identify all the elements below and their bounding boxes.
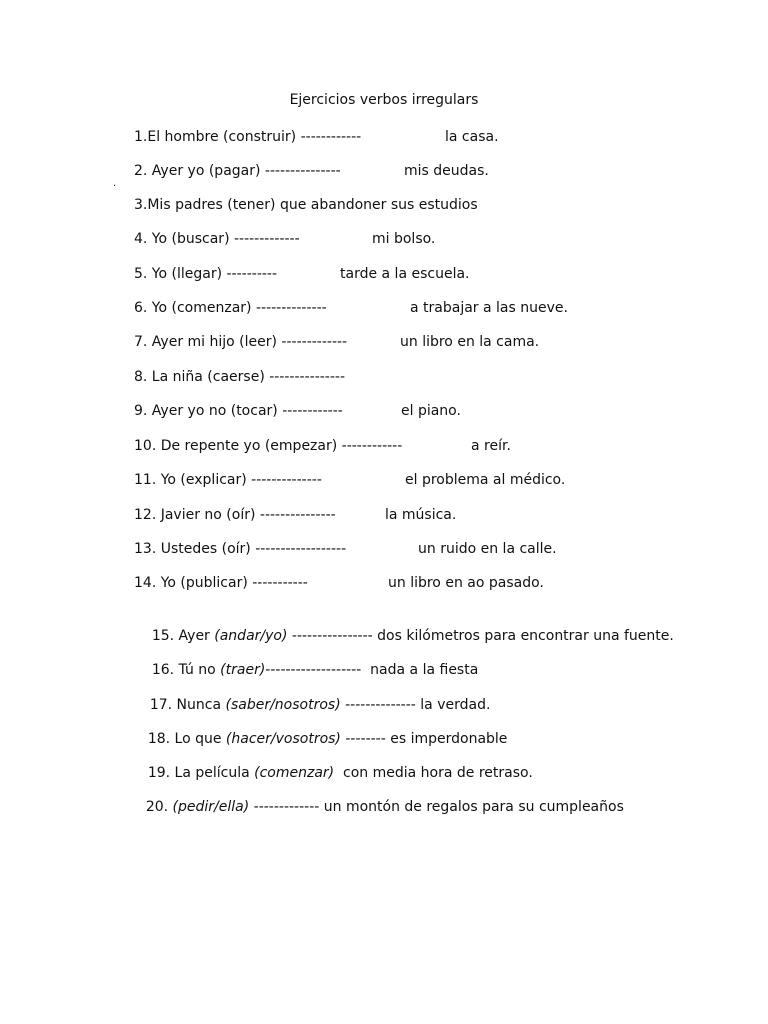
exercise-completion: tarde a la escuela.	[340, 266, 470, 282]
exercise-prompt: 6. Yo (comenzar) --------------	[134, 300, 327, 316]
exercise-completion: el problema al médico.	[405, 472, 566, 488]
exercise-completion: a reír.	[471, 438, 511, 454]
exercise-completion: -------- es imperdonable	[340, 731, 508, 747]
exercise-prompt: 15. Ayer	[151, 628, 215, 644]
exercise-prompt: 19. La película	[147, 765, 255, 781]
exercise-prompt: 9. Ayer yo no (tocar) ------------	[134, 403, 343, 419]
exercise-verb: (saber/nosotros)	[225, 697, 341, 713]
exercise-prompt: 17. Nunca	[149, 697, 226, 713]
exercise-prompt: 14. Yo (publicar) -----------	[134, 575, 308, 591]
exercise-prompt: 20.	[145, 799, 173, 815]
exercise-verb: (andar/yo)	[214, 628, 288, 644]
exercise-prompt: 5. Yo (llegar) ----------	[134, 266, 278, 282]
exercise-completion: mis deudas.	[404, 163, 489, 179]
exercise-prompt: 16. Tú no	[151, 662, 221, 678]
exercise-item-20	[128, 780, 624, 834]
exercise-completion: un ruido en la calle.	[418, 541, 557, 557]
exercise-prompt: 11. Yo (explicar) --------------	[134, 472, 322, 488]
exercise-verb: (hacer/vosotros)	[225, 731, 341, 747]
exercise-prompt: 10. De repente yo (empezar) ------------	[134, 438, 403, 454]
exercise-completion: ---------------- dos kilómetros para encontrar una fuente.	[287, 628, 674, 644]
exercise-completion: la casa.	[445, 129, 499, 145]
exercise-prompt: 1.El hombre (construir) ------------	[134, 129, 362, 145]
exercise-verb: (comenzar)	[254, 765, 335, 781]
exercise-completion: mi bolso.	[372, 231, 436, 247]
exercise-completion: el piano.	[401, 403, 461, 419]
stray-mark: ·	[113, 181, 117, 192]
exercise-completion: un libro en la cama.	[400, 334, 540, 350]
exercise-prompt: 18. Lo que	[147, 731, 226, 747]
exercise-completion: un libro en ao pasado.	[388, 575, 544, 591]
exercise-completion: a trabajar a las nueve.	[410, 300, 568, 316]
exercise-prompt: 13. Ustedes (oír) ------------------	[134, 541, 347, 557]
exercise-prompt: 8. La niña (caerse) ---------------	[134, 369, 346, 385]
exercise-completion: ------------- un montón de regalos para su cumpleaños	[249, 799, 624, 815]
exercise-completion: la música.	[385, 507, 457, 523]
exercise-completion: ------------------- nada a la fiesta	[265, 662, 479, 678]
exercise-verb: (pedir/ella)	[172, 799, 250, 815]
exercise-prompt: 12. Javier no (oír) ---------------	[134, 507, 336, 523]
exercise-completion: con media hora de retraso.	[334, 765, 533, 781]
exercise-prompt: 7. Ayer mi hijo (leer) -------------	[134, 334, 348, 350]
worksheet-title: Ejercicios verbos irregulars	[289, 92, 479, 108]
exercise-completion: -------------- la verdad.	[340, 697, 491, 713]
exercise-prompt: 4. Yo (buscar) -------------	[134, 231, 300, 247]
exercise-prompt: 2. Ayer yo (pagar) ---------------	[134, 163, 341, 179]
exercise-prompt: 3.Mis padres (tener) que abandoner sus estudios	[134, 197, 478, 213]
exercise-verb: (traer)	[220, 662, 266, 678]
